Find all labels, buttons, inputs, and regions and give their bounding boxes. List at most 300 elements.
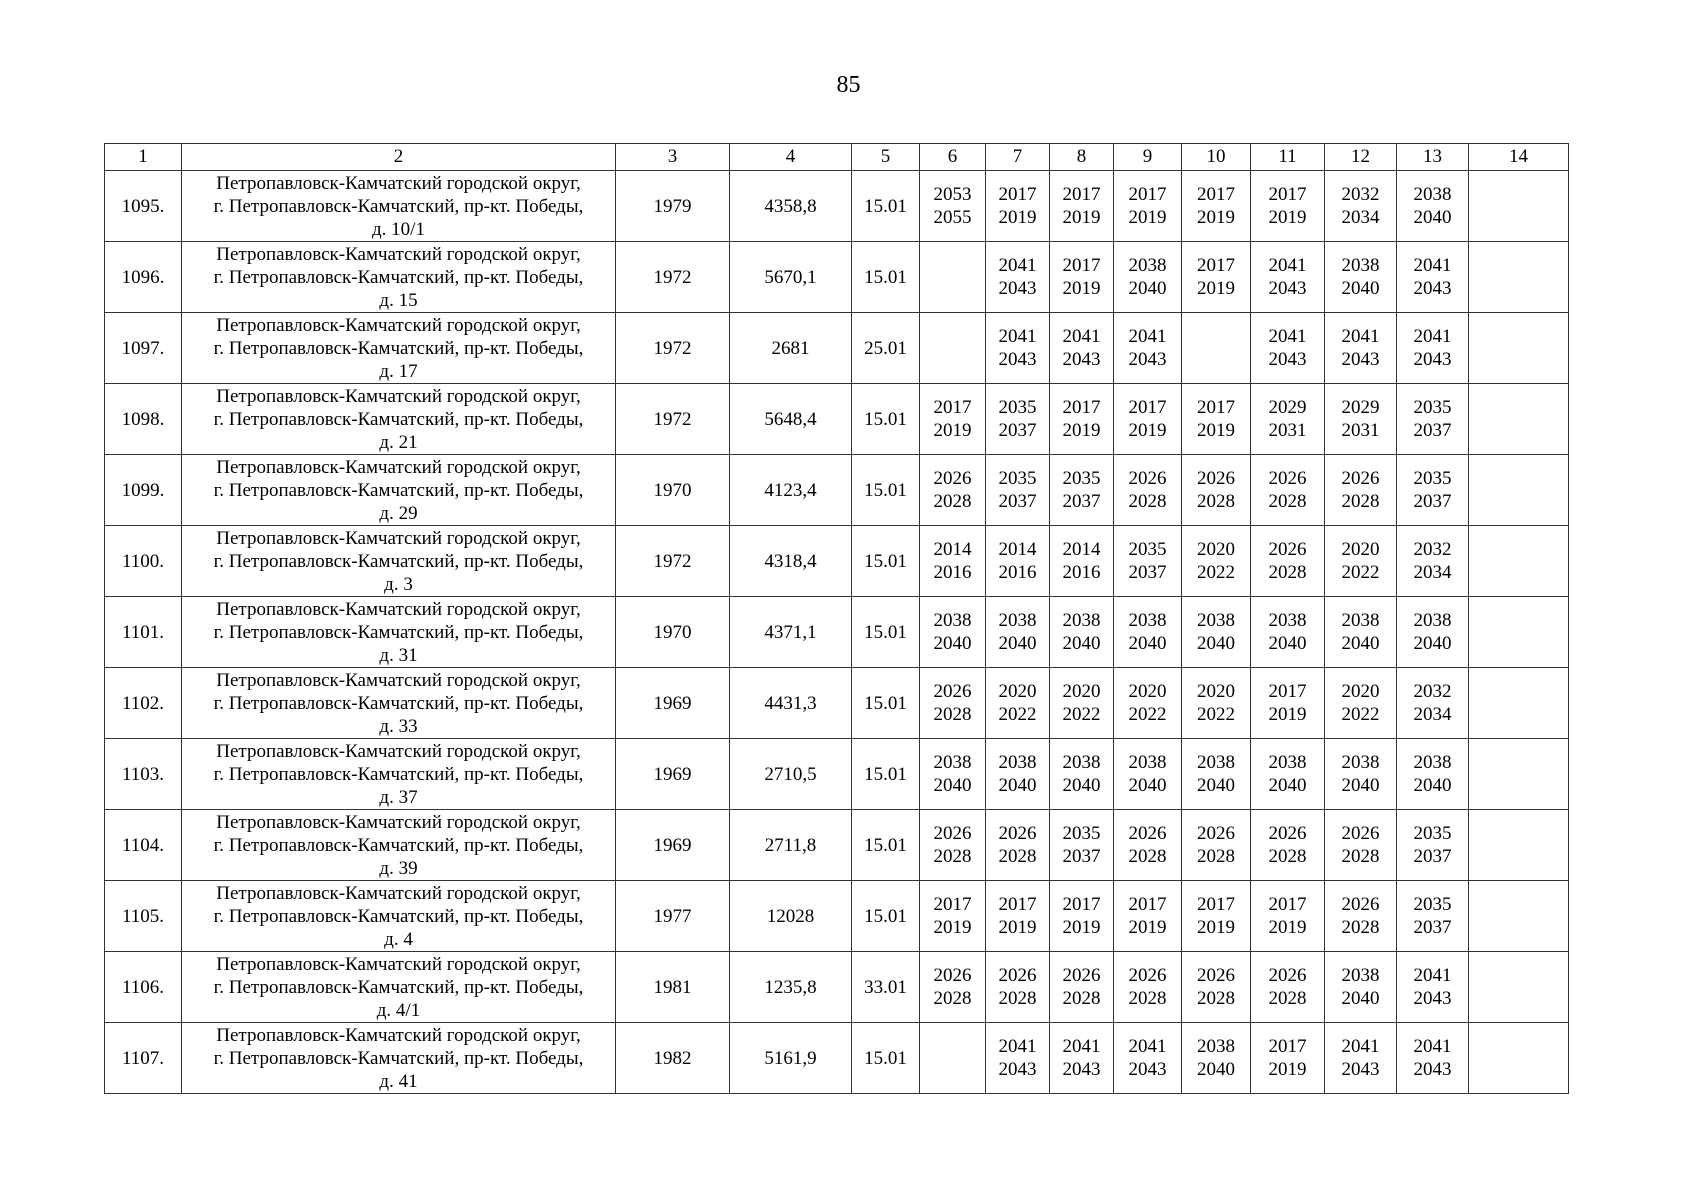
- period-cell: [1251, 739, 1325, 810]
- period-cell: [1325, 597, 1397, 668]
- period-end: 2028: [1268, 562, 1307, 583]
- address-line: д. 39: [379, 857, 418, 879]
- address-cell: [182, 455, 616, 526]
- period-end: 2037: [1128, 562, 1167, 583]
- type-code: 15.01: [852, 668, 920, 739]
- period-end: 2028: [933, 988, 972, 1009]
- period-cell: [1251, 810, 1325, 881]
- period-start: 2017: [1062, 894, 1101, 915]
- period-end: 2043: [998, 1059, 1037, 1080]
- period-start: 2017: [1128, 894, 1167, 915]
- period-end: 2040: [1128, 278, 1167, 299]
- period-start: 2038: [1341, 255, 1380, 276]
- period-end: 2040: [1128, 633, 1167, 654]
- period-start: 2026: [1128, 823, 1167, 844]
- period-end: 2040: [1341, 278, 1380, 299]
- period-end: 2043: [1413, 1059, 1452, 1080]
- period-end: 2040: [933, 633, 972, 654]
- build-year: 1969: [616, 668, 730, 739]
- period-end: 2019: [1268, 704, 1307, 725]
- period-cell: [1182, 739, 1251, 810]
- period-start: 2026: [1268, 823, 1307, 844]
- period-cell: [1397, 597, 1469, 668]
- period-end: 2040: [1341, 988, 1380, 1009]
- period-end: 2019: [1128, 420, 1167, 441]
- address-line: Петропавловск-Камчатский городской округ,: [216, 669, 581, 691]
- period-start: 2026: [933, 965, 972, 986]
- period-end: 2022: [1128, 704, 1167, 725]
- period-end: 2040: [1062, 633, 1101, 654]
- period-start: 2038: [933, 752, 972, 773]
- period-cell: [920, 313, 986, 384]
- period-cell: [1050, 455, 1114, 526]
- period-start: 2035: [998, 397, 1037, 418]
- period-cell: [1182, 597, 1251, 668]
- column-header: 11: [1251, 144, 1325, 171]
- period-cell: [1114, 384, 1182, 455]
- period-end: 2034: [1413, 704, 1452, 725]
- table-row: [105, 739, 1569, 810]
- period-start: 2038: [1341, 965, 1380, 986]
- period-start: 2041: [1062, 1036, 1101, 1057]
- period-end: 2055: [933, 207, 972, 228]
- period-start: 2020: [1341, 681, 1380, 702]
- total-area: 2681: [730, 313, 852, 384]
- period-cell: [986, 1023, 1050, 1094]
- period-cell: [1397, 384, 1469, 455]
- period-cell: [1114, 810, 1182, 881]
- row-number: 1107.: [105, 1023, 182, 1094]
- period-cell: [1182, 526, 1251, 597]
- type-code: 15.01: [852, 739, 920, 810]
- period-cell: [986, 384, 1050, 455]
- period-cell: [1251, 384, 1325, 455]
- period-start: 2026: [1268, 468, 1307, 489]
- period-cell: [1325, 739, 1397, 810]
- period-start: 2041: [1341, 326, 1380, 347]
- column-14-cell: [1469, 668, 1569, 739]
- period-end: 2040: [1197, 1059, 1235, 1080]
- column-14-cell: [1469, 384, 1569, 455]
- period-start: 2017: [933, 397, 972, 418]
- period-end: 2028: [1341, 846, 1380, 867]
- column-header: 8: [1050, 144, 1114, 171]
- row-number: 1099.: [105, 455, 182, 526]
- period-cell: [920, 171, 986, 242]
- build-year: 1972: [616, 242, 730, 313]
- address-line: Петропавловск-Камчатский городской округ,: [216, 385, 581, 407]
- period-cell: [1251, 668, 1325, 739]
- period-start: 2026: [1197, 468, 1235, 489]
- period-start: 2038: [1268, 610, 1307, 631]
- period-start: 2017: [1197, 894, 1235, 915]
- address-cell: [182, 1023, 616, 1094]
- column-14-cell: [1469, 455, 1569, 526]
- build-year: 1969: [616, 739, 730, 810]
- period-end: 2037: [998, 491, 1037, 512]
- period-start: 2038: [1413, 184, 1452, 205]
- address-line: д. 41: [379, 1070, 418, 1092]
- period-start: 2014: [1062, 539, 1101, 560]
- table-row: [105, 952, 1569, 1023]
- column-14-cell: [1469, 1023, 1569, 1094]
- address-line: д. 31: [379, 644, 418, 666]
- total-area: 4431,3: [730, 668, 852, 739]
- period-end: 2040: [1341, 633, 1380, 654]
- address-line: д. 3: [384, 573, 413, 595]
- period-start: 2035: [1062, 823, 1101, 844]
- column-14-cell: [1469, 313, 1569, 384]
- period-cell: [920, 526, 986, 597]
- address-line: Петропавловск-Камчатский городской округ,: [216, 953, 581, 975]
- period-end: 2028: [933, 846, 972, 867]
- column-14-cell: [1469, 952, 1569, 1023]
- address-line: Петропавловск-Камчатский городской округ,: [216, 314, 581, 336]
- period-cell: [920, 739, 986, 810]
- address-cell: [182, 242, 616, 313]
- period-end: 2040: [933, 775, 972, 796]
- period-cell: [920, 455, 986, 526]
- period-start: 2017: [1197, 184, 1235, 205]
- total-area: 1235,8: [730, 952, 852, 1023]
- period-end: 2028: [1268, 846, 1307, 867]
- period-cell: [1182, 313, 1251, 384]
- address-cell: [182, 597, 616, 668]
- address-line: д. 15: [379, 289, 418, 311]
- period-end: 2043: [1062, 1059, 1101, 1080]
- period-end: 2028: [1128, 846, 1167, 867]
- period-start: 2035: [1413, 468, 1452, 489]
- type-code: 15.01: [852, 597, 920, 668]
- row-number: 1097.: [105, 313, 182, 384]
- address-line: Петропавловск-Камчатский городской округ,: [216, 882, 581, 904]
- address-line: Петропавловск-Камчатский городской округ,: [216, 1024, 581, 1046]
- period-start: 2017: [933, 894, 972, 915]
- period-cell: [1114, 526, 1182, 597]
- period-end: 2019: [933, 917, 972, 938]
- period-start: 2041: [1268, 255, 1307, 276]
- period-cell: [986, 810, 1050, 881]
- period-end: 2040: [1413, 207, 1452, 228]
- row-number: 1098.: [105, 384, 182, 455]
- table-row: [105, 668, 1569, 739]
- period-start: 2017: [1268, 681, 1307, 702]
- period-end: 2019: [1268, 207, 1307, 228]
- build-year: 1972: [616, 384, 730, 455]
- address-line: д. 37: [379, 786, 418, 808]
- address-line: г. Петропавловск-Камчатский, пр-кт. Победы,: [213, 976, 584, 998]
- address-cell: [182, 313, 616, 384]
- period-cell: [1050, 1023, 1114, 1094]
- period-cell: [920, 384, 986, 455]
- build-year: 1982: [616, 1023, 730, 1094]
- period-start: 2041: [998, 255, 1037, 276]
- address-line: д. 33: [379, 715, 418, 737]
- period-end: 2016: [1062, 562, 1101, 583]
- period-start: 2017: [1197, 397, 1235, 418]
- period-end: 2019: [1197, 917, 1235, 938]
- address-line: д. 4/1: [376, 999, 421, 1021]
- period-cell: [1397, 1023, 1469, 1094]
- period-cell: [1050, 952, 1114, 1023]
- period-cell: [1114, 881, 1182, 952]
- period-end: 2022: [998, 704, 1037, 725]
- period-cell: [1114, 171, 1182, 242]
- column-header: 2: [182, 144, 616, 171]
- column-14-cell: [1469, 739, 1569, 810]
- period-end: 2028: [1341, 491, 1380, 512]
- period-end: 2037: [1062, 846, 1101, 867]
- type-code: 33.01: [852, 952, 920, 1023]
- period-start: 2032: [1341, 184, 1380, 205]
- period-cell: [1251, 1023, 1325, 1094]
- period-start: 2038: [1197, 610, 1235, 631]
- period-end: 2043: [1413, 988, 1452, 1009]
- page-number: 85: [836, 72, 861, 98]
- period-start: 2026: [1062, 965, 1101, 986]
- period-cell: [920, 242, 986, 313]
- period-start: 2032: [1413, 539, 1452, 560]
- period-end: 2043: [1128, 1059, 1167, 1080]
- period-cell: [1114, 668, 1182, 739]
- period-start: 2029: [1268, 397, 1307, 418]
- period-start: 2017: [1062, 255, 1101, 276]
- period-end: 2028: [1197, 491, 1235, 512]
- period-end: 2043: [998, 349, 1037, 370]
- period-start: 2020: [1341, 539, 1380, 560]
- period-cell: [1397, 881, 1469, 952]
- type-code: 15.01: [852, 171, 920, 242]
- period-cell: [920, 881, 986, 952]
- period-end: 2040: [1341, 775, 1380, 796]
- period-cell: [920, 1023, 986, 1094]
- period-end: 2022: [1341, 704, 1380, 725]
- period-end: 2019: [998, 917, 1037, 938]
- period-cell: [1050, 668, 1114, 739]
- column-header: 12: [1325, 144, 1397, 171]
- build-year: 1977: [616, 881, 730, 952]
- period-cell: [1114, 455, 1182, 526]
- address-line: Петропавловск-Камчатский городской округ,: [216, 527, 581, 549]
- period-cell: [1325, 526, 1397, 597]
- period-cell: [1397, 526, 1469, 597]
- period-start: 2041: [998, 1036, 1037, 1057]
- period-cell: [1050, 881, 1114, 952]
- period-cell: [1397, 952, 1469, 1023]
- period-cell: [1114, 1023, 1182, 1094]
- period-end: 2019: [1197, 420, 1235, 441]
- period-start: 2017: [1268, 1036, 1307, 1057]
- period-cell: [1050, 313, 1114, 384]
- period-end: 2043: [1413, 349, 1452, 370]
- period-end: 2040: [1268, 775, 1307, 796]
- period-cell: [1325, 384, 1397, 455]
- type-code: 25.01: [852, 313, 920, 384]
- build-year: 1979: [616, 171, 730, 242]
- period-cell: [1397, 171, 1469, 242]
- row-number: 1101.: [105, 597, 182, 668]
- period-start: 2026: [1197, 823, 1235, 844]
- period-start: 2017: [998, 184, 1037, 205]
- period-end: 2034: [1413, 562, 1452, 583]
- period-start: 2020: [1128, 681, 1167, 702]
- period-start: 2026: [1341, 823, 1380, 844]
- type-code: 15.01: [852, 384, 920, 455]
- period-cell: [986, 668, 1050, 739]
- period-cell: [1182, 668, 1251, 739]
- period-cell: [1050, 242, 1114, 313]
- period-cell: [1114, 597, 1182, 668]
- period-start: 2017: [1268, 894, 1307, 915]
- period-start: 2038: [998, 610, 1037, 631]
- build-year: 1972: [616, 313, 730, 384]
- period-end: 2043: [1268, 278, 1307, 299]
- period-end: 2022: [1341, 562, 1380, 583]
- period-cell: [1050, 171, 1114, 242]
- period-end: 2043: [1128, 349, 1167, 370]
- column-14-cell: [1469, 526, 1569, 597]
- period-start: 2038: [1062, 610, 1101, 631]
- period-start: 2035: [1062, 468, 1101, 489]
- period-cell: [1325, 668, 1397, 739]
- total-area: 5161,9: [730, 1023, 852, 1094]
- table-row: [105, 597, 1569, 668]
- total-area: 5670,1: [730, 242, 852, 313]
- address-line: Петропавловск-Камчатский городской округ,: [216, 456, 581, 478]
- period-cell: [986, 881, 1050, 952]
- period-cell: [1114, 739, 1182, 810]
- period-cell: [1325, 952, 1397, 1023]
- period-end: 2016: [998, 562, 1037, 583]
- build-year: 1970: [616, 597, 730, 668]
- period-cell: [1251, 242, 1325, 313]
- period-start: 2020: [998, 681, 1037, 702]
- address-cell: [182, 526, 616, 597]
- period-start: 2017: [1268, 184, 1307, 205]
- period-start: 2026: [1341, 894, 1380, 915]
- period-start: 2038: [933, 610, 972, 631]
- address-line: г. Петропавловск-Камчатский, пр-кт. Победы,: [213, 834, 584, 856]
- address-line: д. 4: [384, 928, 413, 950]
- period-end: 2028: [933, 704, 972, 725]
- period-cell: [1325, 810, 1397, 881]
- period-end: 2037: [1062, 491, 1101, 512]
- period-cell: [1325, 171, 1397, 242]
- period-cell: [1050, 810, 1114, 881]
- address-cell: [182, 668, 616, 739]
- period-cell: [920, 810, 986, 881]
- period-cell: [986, 526, 1050, 597]
- period-cell: [1251, 952, 1325, 1023]
- period-end: 2028: [1197, 846, 1235, 867]
- column-header: 13: [1397, 144, 1469, 171]
- period-start: 2038: [1268, 752, 1307, 773]
- period-start: 2017: [998, 894, 1037, 915]
- period-end: 2019: [1197, 207, 1235, 228]
- column-header: 6: [920, 144, 986, 171]
- period-end: 2031: [1341, 420, 1380, 441]
- period-start: 2041: [1128, 326, 1167, 347]
- period-cell: [1182, 1023, 1251, 1094]
- period-end: 2019: [933, 420, 972, 441]
- period-end: 2022: [1197, 562, 1235, 583]
- period-start: 2038: [1128, 610, 1167, 631]
- period-cell: [1114, 952, 1182, 1023]
- period-end: 2028: [933, 491, 972, 512]
- column-header: 9: [1114, 144, 1182, 171]
- period-cell: [1325, 455, 1397, 526]
- period-cell: [1182, 171, 1251, 242]
- type-code: 15.01: [852, 526, 920, 597]
- address-line: Петропавловск-Камчатский городской округ,: [216, 243, 581, 265]
- address-line: г. Петропавловск-Камчатский, пр-кт. Победы,: [213, 905, 584, 927]
- column-header: 1: [105, 144, 182, 171]
- period-end: 2019: [1062, 917, 1101, 938]
- period-end: 2040: [1128, 775, 1167, 796]
- period-start: 2041: [998, 326, 1037, 347]
- period-cell: [1114, 313, 1182, 384]
- period-cell: [1251, 455, 1325, 526]
- period-start: 2020: [1062, 681, 1101, 702]
- period-cell: [1325, 242, 1397, 313]
- period-start: 2026: [998, 823, 1037, 844]
- type-code: 15.01: [852, 810, 920, 881]
- period-end: 2016: [933, 562, 972, 583]
- address-line: Петропавловск-Камчатский городской округ,: [216, 740, 581, 762]
- period-cell: [1114, 242, 1182, 313]
- row-number: 1096.: [105, 242, 182, 313]
- total-area: 12028: [730, 881, 852, 952]
- period-start: 2053: [933, 184, 972, 205]
- period-end: 2031: [1268, 420, 1307, 441]
- period-start: 2041: [1413, 326, 1452, 347]
- period-cell: [1251, 526, 1325, 597]
- address-cell: [182, 384, 616, 455]
- period-cell: [1397, 810, 1469, 881]
- period-cell: [1182, 952, 1251, 1023]
- address-cell: [182, 881, 616, 952]
- address-line: г. Петропавловск-Камчатский, пр-кт. Победы,: [213, 692, 584, 714]
- address-line: г. Петропавловск-Камчатский, пр-кт. Победы,: [213, 479, 584, 501]
- period-end: 2040: [1197, 775, 1235, 796]
- period-end: 2019: [1062, 207, 1101, 228]
- period-start: 2041: [1062, 326, 1101, 347]
- period-end: 2037: [1413, 420, 1452, 441]
- period-cell: [920, 952, 986, 1023]
- period-cell: [986, 597, 1050, 668]
- period-end: 2019: [1128, 917, 1167, 938]
- total-area: 2710,5: [730, 739, 852, 810]
- column-header: 7: [986, 144, 1050, 171]
- period-end: 2028: [1268, 491, 1307, 512]
- period-end: 2043: [1062, 349, 1101, 370]
- total-area: 4371,1: [730, 597, 852, 668]
- period-end: 2019: [1268, 1059, 1307, 1080]
- period-start: 2035: [1413, 894, 1452, 915]
- row-number: 1102.: [105, 668, 182, 739]
- period-start: 2041: [1128, 1036, 1167, 1057]
- period-start: 2038: [1341, 752, 1380, 773]
- total-area: 4318,4: [730, 526, 852, 597]
- build-year: 1970: [616, 455, 730, 526]
- period-start: 2014: [933, 539, 972, 560]
- period-end: 2040: [1413, 775, 1452, 796]
- period-start: 2029: [1341, 397, 1380, 418]
- period-end: 2019: [1268, 917, 1307, 938]
- table-row: [105, 384, 1569, 455]
- column-14-cell: [1469, 597, 1569, 668]
- address-line: д. 10/1: [372, 218, 425, 240]
